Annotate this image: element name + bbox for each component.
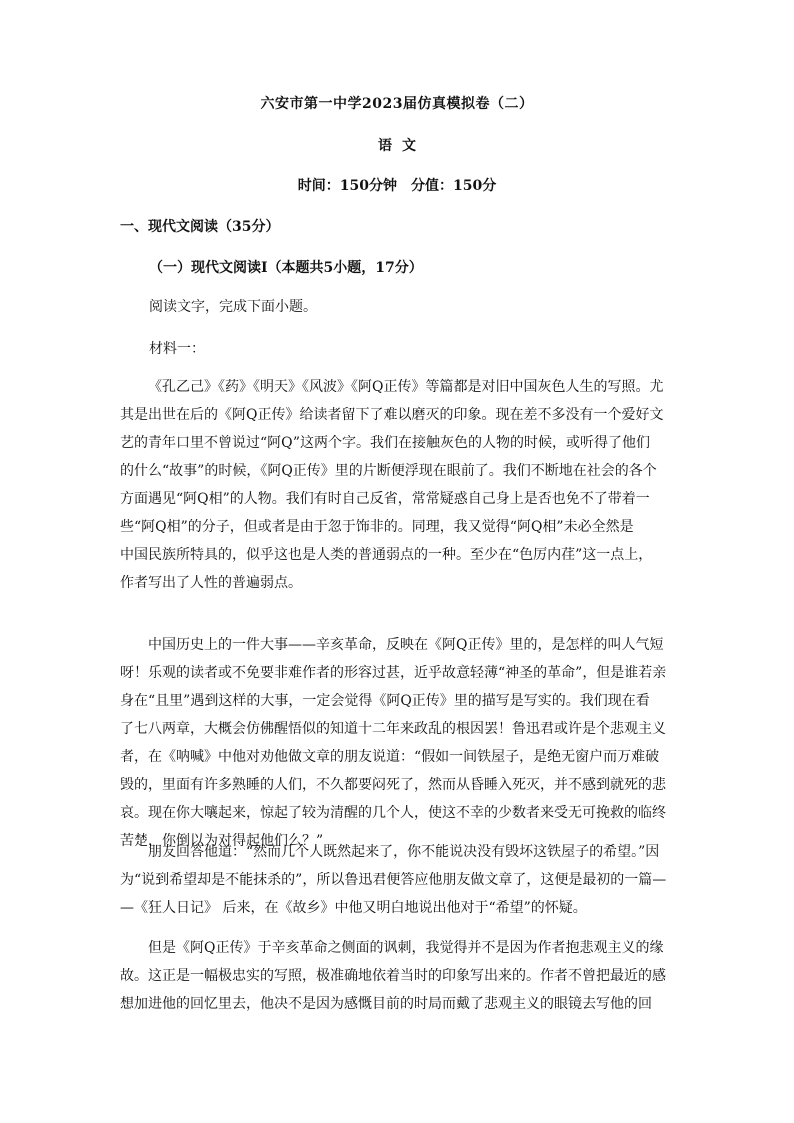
text-line: 为“说到希望却是不能抹杀的”，所以鲁迅君便答应他朋友做文章了，这便是最初的一篇— (120, 872, 667, 888)
text-line: 中国民族所特具的，似乎这也是人类的普通弱点的一种。至少在“色厉内荏”这一点上， (120, 547, 653, 563)
text-line: 身在“且里”遇到这样的大事，一定会觉得《阿Q正传》里的描写是写实的。我们现在看 (120, 693, 650, 709)
text-line: 中国历史上的一件大事——辛亥革命，反映在《阿Q正传》里的，是怎样的叫人气短 (148, 637, 664, 653)
text-line: 些“阿Q相”的分子，但或者是由于忽于饰非的。同理，我又觉得“阿Q相”未必全然是 (120, 519, 634, 535)
text-line: 苦楚，你倒以为对得起他们么？” (120, 833, 324, 849)
paragraph-3 (120, 838, 680, 922)
text-line: 毁的，里面有许多熟睡的人们，不久都要闷死了，然而从昏睡入死灭，并不感到就死的悲 (120, 777, 666, 793)
text-line: 的什么“故事”的时候，《阿Q正传》里的片断便浮现在眼前了。我们不断地在社会的各个 (120, 463, 657, 479)
exam-time-and-score: 时间：150分钟 分值：150分 (297, 178, 497, 194)
text-line: 朋友回答他道：“然而几个人既然起来了，你不能说决没有毁坏这铁屋子的希望。”因 (148, 844, 660, 860)
subject-title: 语文 (378, 138, 426, 154)
paragraph-1 (120, 373, 680, 597)
text-line: 故。这正是一幅极忠实的写照，极准确地依着当时的印象写出来的。作者不曾把最近的感 (120, 968, 666, 984)
text-line: 艺的青年口里不曾说过“阿Q”这两个字。我们在接触灰色的人物的时候，或听得了他们 (120, 435, 651, 451)
text-line: 作者写出了人性的普遍弱点。 (120, 575, 302, 591)
exam-title: 六安市第一中学2023届仿真模拟卷（二） (260, 96, 534, 112)
text-line: 方面遇见“阿Q相”的人物。我们有时自己反省，常常疑惑自己身上是否也免不了带着一 (120, 491, 650, 507)
sub-section-heading: （一）现代文阅读Ⅰ（本题共5小题，17分） (149, 260, 423, 276)
reading-instruction: 阅读文字，完成下面小题。 (149, 299, 317, 315)
material-label: 材料一： (149, 341, 205, 357)
text-line: 哀。现在你大嚷起来，惊起了较为清醒的几个人，使这不幸的少数者来受无可挽救的临终 (120, 805, 666, 821)
text-line: 但是《阿Q正传》于辛亥革命之侧面的讽刺，我觉得并不是因为作者抱悲观主义的缘 (148, 940, 664, 956)
text-line: 呀！乐观的读者或不免要非难作者的形容过甚，近乎故意轻薄“神圣的革命”，但是谁若亲 (120, 665, 667, 681)
text-line: 者，在《呐喊》中他对劝他做文章的朋友说道：“假如一间铁屋子，是绝无窗户而万难破 (120, 749, 660, 765)
text-line: 《孔乙己》《药》《明天》《风波》《阿Q正传》等篇都是对旧中国灰色人生的写照。尤 (148, 379, 664, 395)
paragraph-4 (120, 934, 680, 1018)
text-line: 了七八两章，大概会仿佛醒悟似的知道十二年来政乱的根因罢！鲁迅君或许是个悲观主义 (120, 721, 666, 737)
paragraph-2 (120, 631, 680, 855)
text-line: 想加进他的回忆里去，他决不是因为感慨目前的时局而戴了悲观主义的眼镜去写他的回 (120, 996, 652, 1012)
text-line: 其是出世在后的《阿Q正传》给读者留下了难以磨灭的印象。现在差不多没有一个爱好文 (120, 407, 664, 423)
section-heading: 一、现代文阅读（35分） (120, 219, 280, 235)
text-line: —《狂人日记》 后来，在《故乡》中他又明白地说出他对于“希望”的怀疑。 (120, 900, 587, 916)
